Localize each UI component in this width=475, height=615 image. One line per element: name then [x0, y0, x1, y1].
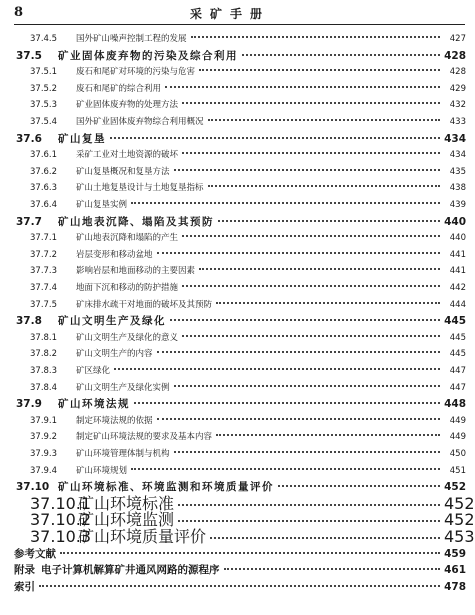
toc-dot-leader — [278, 485, 440, 487]
toc-entry-title: 矿山土地复垦设计与土地复垦指标 — [76, 183, 204, 194]
toc-dot-leader — [218, 220, 440, 222]
toc-entry — [16, 48, 466, 64]
toc-entry-number: 37.10.2 — [30, 510, 92, 530]
toc-entry-number: 37.10 — [16, 481, 50, 494]
toc-entry-title: 矿床排水疏干对地面的破坏及其预防 — [76, 299, 213, 310]
toc-entry — [16, 214, 466, 230]
toc-entry-title: 矿业固体废弃物的处理方法 — [76, 100, 179, 111]
toc-entry-page: 441 — [449, 266, 466, 277]
toc-entry-title: 废石和尾矿的综合利用 — [76, 83, 162, 94]
toc-entry-number: 37.8.4 — [30, 382, 58, 393]
toc-entry-title: 矿山环境管理体制与机构 — [76, 449, 170, 459]
toc-entry-number: 37.6.4 — [30, 200, 58, 210]
toc-entry-page: 435 — [449, 166, 466, 177]
toc-entry-number: 37.7.1 — [30, 233, 58, 244]
toc-entry — [30, 263, 466, 279]
toc-entry — [30, 380, 466, 396]
toc-dot-leader — [170, 319, 440, 321]
toc-entry-number: 37.7 — [16, 215, 42, 228]
toc-entry-page: 434 — [449, 150, 466, 161]
toc-entry — [16, 396, 466, 412]
toc-entry-page: 432 — [449, 100, 466, 111]
toc-dot-leader — [134, 402, 440, 404]
toc-entry-number: 37.9.4 — [30, 465, 58, 476]
toc-entry-number: 37.9.3 — [30, 449, 58, 459]
toc-entry-number: 37.8.3 — [30, 366, 58, 376]
toc-entry-number: 37.6.2 — [30, 166, 58, 177]
toc-entry — [16, 479, 466, 495]
toc-entry — [30, 114, 466, 130]
toc-entry — [30, 330, 466, 346]
toc-entry-number: 37.7.4 — [30, 283, 58, 293]
toc-entry-page: 449 — [449, 432, 466, 443]
toc-entry-title: 矿山文明生产的内容 — [76, 349, 153, 360]
toc-entry-title: 矿山复垦实例 — [76, 200, 128, 210]
toc-entry-page: 452 — [444, 481, 466, 494]
toc-entry-number: 37.9 — [16, 398, 42, 411]
toc-entry-title: 影响岩层和地面移动的主要因素 — [76, 266, 196, 277]
toc-entry-page: 442 — [449, 283, 466, 293]
toc-entry-page: 448 — [444, 398, 466, 411]
page-number: 8 — [14, 5, 24, 20]
toc-entry-title: 制定矿山环境法规的要求及基本内容 — [76, 432, 213, 443]
toc-entry-page: 441 — [449, 249, 466, 260]
toc-entry-number: 37.6.3 — [30, 183, 58, 194]
toc-entry — [30, 363, 466, 379]
toc-entry — [14, 562, 466, 578]
toc-dot-leader — [114, 368, 440, 370]
toc-entry-page: 447 — [449, 382, 466, 393]
toc-entry-number: 37.5.2 — [30, 83, 58, 94]
toc-entry-number: 索引 — [14, 580, 35, 593]
toc-entry-title: 参考文献 — [14, 547, 56, 560]
toc-dot-leader — [199, 69, 440, 71]
toc-entry-number: 37.7.5 — [30, 299, 58, 310]
toc-entry-title: 国外矿山噪声控制工程的发展 — [76, 34, 187, 44]
toc-dot-leader — [39, 585, 440, 587]
toc-dot-leader — [60, 552, 440, 554]
toc-entry-page: 459 — [444, 547, 466, 560]
toc-entry-number: 37.10.1 — [30, 493, 92, 513]
toc-dot-leader — [242, 54, 440, 56]
toc-entry-number: 37.8.2 — [30, 349, 58, 360]
toc-entry-number: 37.7.3 — [30, 266, 58, 277]
toc-entry-title: 矿山环境质量评价 — [78, 527, 207, 546]
toc-entry-page: 427 — [449, 34, 466, 44]
toc-entry-page: 447 — [449, 366, 466, 376]
toc-entry-page: 440 — [444, 215, 466, 228]
toc-entry-title: 废石和尾矿对环境的污染与危害 — [76, 67, 196, 78]
toc-entry — [30, 346, 466, 362]
toc-dot-leader — [178, 520, 440, 522]
toc-entry-title: 矿山环境法规 — [58, 398, 130, 411]
header-rule — [14, 24, 465, 25]
toc-entry-number: 37.8 — [16, 315, 42, 328]
toc-dot-leader — [165, 86, 440, 88]
toc-entry — [30, 510, 475, 530]
toc-entry — [30, 180, 466, 196]
toc-dot-leader — [182, 335, 440, 337]
toc-entry-title: 矿山地表沉降和塌陷的产生 — [76, 233, 179, 244]
toc-entry — [16, 313, 466, 329]
toc-entry-page: 453 — [444, 527, 475, 546]
toc-entry-title: 矿山复垦概况和复垦方法 — [76, 166, 170, 177]
toc-dot-leader — [110, 137, 440, 139]
toc-dot-leader — [182, 152, 440, 154]
toc-entry-page: 445 — [444, 315, 466, 328]
toc-entry-title: 电子计算机解算矿井通风网路的源程序 — [41, 564, 220, 577]
toc-dot-leader — [216, 302, 440, 304]
toc-entry — [30, 64, 466, 80]
toc-entry-title: 矿山文明生产及绿化 — [58, 315, 166, 328]
toc-entry — [16, 131, 466, 147]
toc-entry-number: 37.10.3 — [30, 527, 92, 546]
toc-dot-leader — [199, 268, 440, 270]
toc-entry-title: 岩层变形和移动盆地 — [76, 249, 153, 260]
toc-entry-page: 451 — [449, 465, 466, 476]
toc-entry — [30, 280, 466, 296]
toc-entry-number: 37.9.1 — [30, 415, 58, 426]
toc-dot-leader — [182, 235, 440, 237]
toc-dot-leader — [182, 102, 440, 104]
toc-entry — [30, 197, 466, 213]
toc-entry-number: 37.5.4 — [30, 117, 58, 127]
toc-dot-leader — [174, 169, 440, 171]
toc-entry — [30, 97, 466, 113]
toc-dot-leader — [174, 451, 440, 453]
toc-dot-leader — [131, 202, 440, 204]
toc-entry-page: 449 — [449, 415, 466, 426]
toc-entry-page: 434 — [444, 132, 466, 145]
toc-entry-title: 矿区绿化 — [76, 366, 111, 376]
toc-entry-title: 地面下沉和移动的防护措施 — [76, 283, 179, 293]
toc-entry-title: 矿山环境规划 — [76, 465, 128, 476]
toc-entry — [14, 546, 466, 562]
toc-dot-leader — [174, 385, 440, 387]
toc-entry-number: 37.9.2 — [30, 432, 58, 443]
toc-entry-title: 矿山环境监测 — [78, 510, 175, 530]
toc-entry-page: 445 — [449, 332, 466, 343]
toc-entry-number: 37.5.3 — [30, 100, 58, 111]
toc-dot-leader — [157, 418, 440, 420]
toc-dot-leader — [191, 36, 440, 38]
toc-dot-leader — [157, 351, 440, 353]
toc-dot-leader — [224, 568, 441, 570]
toc-dot-leader — [182, 285, 440, 287]
toc-dot-leader — [216, 434, 440, 436]
toc-entry-page: 461 — [444, 564, 466, 577]
toc-entry — [30, 147, 466, 163]
toc-entry — [30, 429, 466, 445]
toc-entry-title: 矿山环境标准、环境监测和环境质量评价 — [58, 481, 274, 494]
toc-entry-title: 矿山文明生产及绿化的意义 — [76, 332, 179, 343]
toc-entry — [30, 164, 466, 180]
toc-entry-page: 450 — [449, 449, 466, 459]
toc-entry-number: 37.4.5 — [30, 34, 58, 44]
toc-entry-number: 37.5.1 — [30, 67, 58, 78]
toc-entry-title: 矿山文明生产及绿化实例 — [76, 382, 170, 393]
toc-entry — [30, 31, 466, 47]
toc-entry — [30, 297, 466, 313]
toc-entry-title: 矿业固体废弃物的污染及综合利用 — [58, 49, 238, 62]
toc-dot-leader — [208, 185, 440, 187]
toc-entry — [30, 527, 475, 546]
toc-entry-title: 矿山环境标准 — [78, 493, 175, 513]
toc-entry-page: 428 — [449, 67, 466, 78]
toc-dot-leader — [210, 537, 440, 539]
toc-entry-page: 428 — [444, 49, 466, 62]
toc-entry — [30, 413, 466, 429]
toc-entry — [30, 81, 466, 97]
toc-entry-title: 矿山地表沉降、塌陷及其预防 — [58, 215, 214, 228]
toc-entry-page: 438 — [449, 183, 466, 194]
toc-entry-title: 矿山复垦 — [58, 132, 106, 145]
toc-entry-number: 37.7.2 — [30, 249, 58, 260]
toc-entry — [30, 463, 466, 479]
toc-entry-page: 445 — [449, 349, 466, 360]
toc-entry-page: 429 — [449, 83, 466, 94]
toc-entry-page: 444 — [449, 299, 466, 310]
toc-entry — [14, 579, 466, 595]
toc-entry-page: 452 — [444, 493, 475, 513]
toc-entry-page: 478 — [444, 580, 466, 593]
toc-entry-number: 37.6.1 — [30, 150, 58, 161]
toc-entry-number: 附录 — [14, 564, 35, 577]
toc-entry-number: 37.5 — [16, 49, 42, 62]
toc-dot-leader — [178, 504, 440, 506]
toc-dot-leader — [208, 119, 440, 121]
toc-dot-leader — [157, 252, 440, 254]
page-header — [0, 0, 475, 26]
book-title: 采矿手册 — [190, 7, 271, 21]
toc-entry — [30, 446, 466, 462]
toc-entry — [30, 247, 466, 263]
toc-entry-page: 439 — [449, 200, 466, 210]
toc-entry-title: 采矿工业对土地资源的破坏 — [76, 150, 179, 161]
toc-entry-number: 37.8.1 — [30, 332, 58, 343]
toc-entry — [30, 230, 466, 246]
toc-entry-page: 433 — [449, 117, 466, 127]
toc-entry-title: 国外矿业固体废弃物综合利用概况 — [76, 117, 204, 127]
toc-dot-leader — [131, 468, 440, 470]
toc-entry-page: 440 — [449, 233, 466, 244]
toc-entry-number: 37.6 — [16, 132, 42, 145]
toc-entry-title: 制定环境法规的依据 — [76, 415, 153, 426]
toc-entry-page: 452 — [444, 510, 475, 530]
toc-entry — [30, 493, 475, 513]
